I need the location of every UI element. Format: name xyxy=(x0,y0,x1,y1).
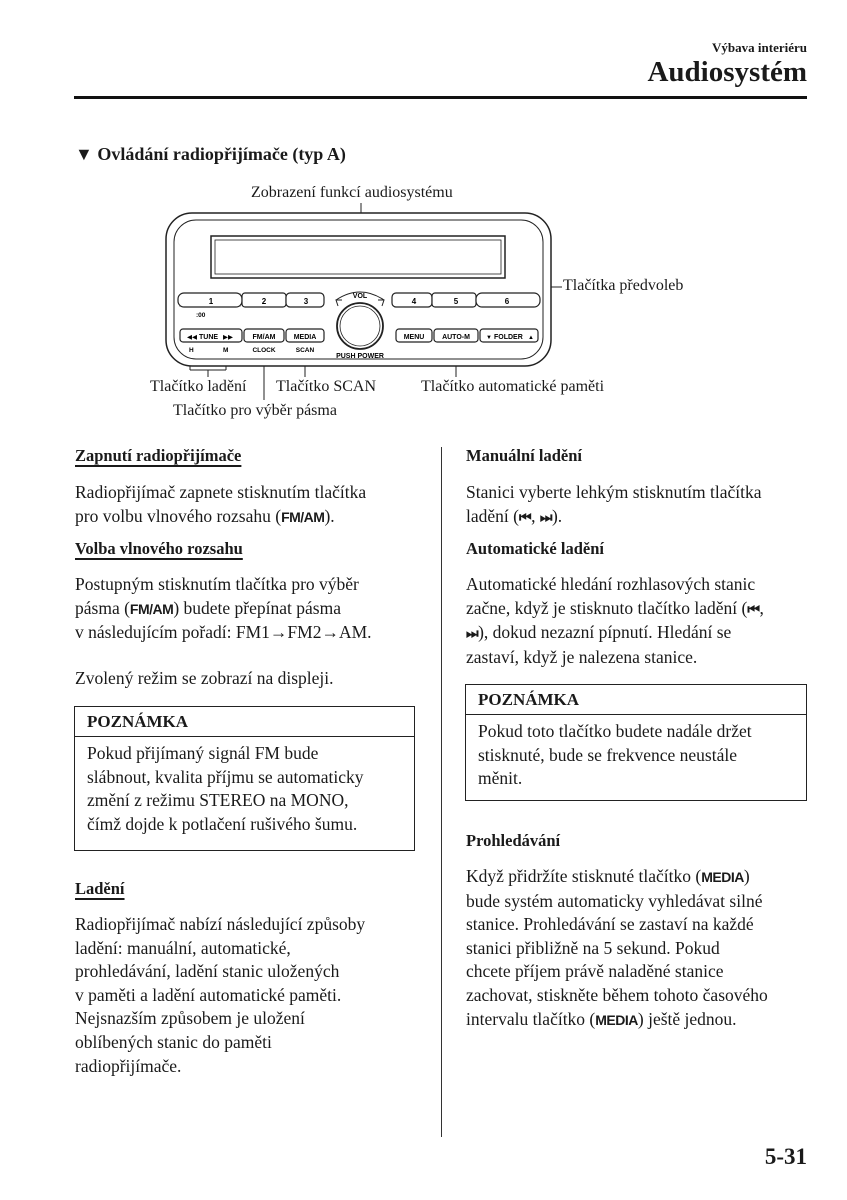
paragraph-zapnuti xyxy=(75,481,435,529)
callout-scan: Tlačítko SCAN xyxy=(276,378,376,395)
paragraph-volba xyxy=(75,573,435,645)
ladeni-line: Radiopřijímač nabízí následující způsoby xyxy=(75,914,366,934)
clock-sub-label: :00 xyxy=(196,312,206,319)
callout-band: Tlačítko pro výběr pásma xyxy=(173,402,337,419)
paragraph-ladeni xyxy=(75,913,435,1078)
zapnuti-line-2-text: pro volbu vlnového rozsahu ( xyxy=(75,505,282,526)
scan-line-7-text: intervalu tlačítko ( xyxy=(466,1008,596,1029)
fm-am-label: FM/AM xyxy=(252,334,276,341)
clock-label: CLOCK xyxy=(252,347,276,354)
callout-presets: Tlačítka předvoleb xyxy=(563,277,684,294)
seek-next-icon: ⏭ xyxy=(466,625,479,642)
heading-scan: Prohledávání xyxy=(466,831,561,850)
scan-line-6: zachovat, stiskněte během tohoto časového xyxy=(466,984,768,1005)
seek-prev-icon: ⏮ xyxy=(747,600,760,617)
ladeni-line: v paměti a ladění automatické paměti. xyxy=(75,984,342,1005)
h-label: H xyxy=(189,347,194,354)
volba-line-1: Postupným stisknutím tlačítka pro výběr xyxy=(75,574,359,594)
auto-line-2-text: začne, když je stisknuto tlačítko ladění ( xyxy=(466,597,748,618)
ladeni-line: oblíbených stanic do paměti xyxy=(75,1031,272,1052)
diagram-heading-text: Ovládání radiopřijímače (typ A) xyxy=(97,144,346,164)
media-label: MEDIA xyxy=(293,334,317,341)
section-title: Výbava interiéru xyxy=(712,40,807,55)
seek-prev-icon: ⏮ xyxy=(518,508,532,525)
callout-tune: Tlačítko ladění xyxy=(150,378,247,395)
volba-line-3: v následujícím pořadí: FM1→FM2→AM. xyxy=(75,622,372,643)
zapnuti-line-2 xyxy=(75,505,435,530)
volba-display-note: Zvolený režim se zobrazí na displeji. xyxy=(75,668,334,688)
m-label: M xyxy=(223,347,229,354)
note-heading: POZNÁMKA xyxy=(466,685,806,715)
vol-label: VOL xyxy=(352,293,368,300)
zapnuti-line-1: Radiopřijímač zapnete stisknutím tlačítka xyxy=(75,482,367,502)
ladeni-line: ladění: manuální, automatické, xyxy=(75,937,291,958)
preset-6-label: 6 xyxy=(504,297,510,306)
volba-line-2 xyxy=(75,597,435,622)
ladeni-line: prohledávání, ladění stanic uložených xyxy=(75,961,340,982)
triangle-marker-icon: ▼ xyxy=(75,144,93,164)
scan-line-1-text: Když přidržíte stisknuté tlačítko ( xyxy=(466,866,702,886)
auto-line-1: Automatické hledání rozhlasových stanic xyxy=(466,574,756,594)
media-button-ref: MEDIA xyxy=(595,1011,638,1028)
auto-m-label: AUTO-M xyxy=(442,334,470,341)
fm-am-button-ref: FM/AM xyxy=(129,600,174,617)
scan-line-7-end: ) ještě jednou. xyxy=(637,1008,737,1029)
lower-buttons-right xyxy=(396,329,538,342)
ladeni-line: Nejsnazším způsobem je uložení xyxy=(75,1008,305,1029)
note-body xyxy=(75,737,414,841)
preset-buttons-right xyxy=(392,293,540,307)
radio-panel-diagram xyxy=(0,0,847,430)
auto-line-2: začne, když je stisknuto tlačítko ladění (⏮, xyxy=(466,597,764,618)
tune-next-icon: ▶▶ xyxy=(223,334,233,341)
media-button-ref: MEDIA xyxy=(701,869,744,885)
note-line: měnit. xyxy=(478,768,523,789)
auto-line-3-text: ), dokud nezazní pípnutí. Hledání se xyxy=(478,622,732,643)
panel-display xyxy=(211,236,505,278)
heading-zapnuti: Zapnutí radiopřijímače xyxy=(75,446,242,465)
push-power-label: PUSH POWER xyxy=(336,353,384,360)
scan-line-4: stanici přibližně na 5 sekund. Pokud xyxy=(466,937,720,958)
note-body xyxy=(466,715,806,796)
tune-label: TUNE xyxy=(199,334,219,341)
note-box-right xyxy=(465,684,807,801)
heading-manual: Manuální ladění xyxy=(466,446,582,465)
note-heading: POZNÁMKA xyxy=(75,707,414,737)
fm-am-button-ref: FM/AM xyxy=(281,508,325,525)
manual-line-2-end: ). xyxy=(551,505,563,526)
volba-line-2-text: pásma ( xyxy=(75,597,130,618)
note-line: čímž dojde k potlačení rušivého šumu. xyxy=(87,813,358,834)
auto-line-4: zastaví, když je nalezena stanice. xyxy=(466,646,698,667)
note-line: stisknuté, bude se frekvence neustále xyxy=(478,744,738,765)
callout-auto-memory: Tlačítko automatické paměti xyxy=(421,378,605,395)
heading-auto: Automatické ladění xyxy=(466,539,604,558)
page-title: Audiosystém xyxy=(647,56,807,88)
note-line: změní z režimu STEREO na MONO, xyxy=(87,790,349,811)
ladeni-line: radiopřijímače. xyxy=(75,1055,182,1076)
scan-line-2: bude systém automaticky vyhledávat silné xyxy=(466,890,763,911)
column-divider xyxy=(441,447,442,1137)
folder-up-icon: ▲ xyxy=(528,335,534,341)
paragraph-auto xyxy=(466,573,811,669)
preset-2-label: 2 xyxy=(261,297,267,306)
scan-line-1-end: ) xyxy=(743,866,750,886)
scan-label: SCAN xyxy=(295,347,315,354)
paragraph-manual xyxy=(466,481,811,529)
folder-down-icon: ▼ xyxy=(486,335,492,341)
preset-5-label: 5 xyxy=(453,297,459,306)
note-line: slábnout, kvalita příjmu se automaticky xyxy=(87,766,364,787)
page-number: 5-31 xyxy=(764,1144,807,1169)
callout-display: Zobrazení funkcí audiosystému xyxy=(251,184,453,201)
paragraph-scan xyxy=(466,865,811,1032)
note-line: Pokud toto tlačítko budete nadále držet xyxy=(478,721,752,741)
preset-4-label: 4 xyxy=(411,297,417,306)
folder-label: FOLDER xyxy=(494,334,523,341)
note-box-left xyxy=(74,706,415,851)
scan-line-7 xyxy=(466,1008,811,1033)
note-line: Pokud přijímaný signál FM bude xyxy=(87,743,319,763)
volba-line-2-end: ) budete přepínat pásma xyxy=(173,597,341,618)
preset-3-label: 3 xyxy=(303,297,309,306)
manual-line-1: Stanici vyberte lehkým stisknutím tlačítka xyxy=(466,482,762,502)
scan-line-5: chcete příjem právě naladěné stanice xyxy=(466,961,724,982)
seek-next-icon: ⏭ xyxy=(539,508,552,525)
preset-1-label: 1 xyxy=(208,297,214,306)
heading-ladeni: Ladění xyxy=(75,879,125,898)
heading-volba: Volba vlnového rozsahu xyxy=(75,539,243,558)
tune-prev-icon: ◀◀ xyxy=(187,334,197,341)
zapnuti-line-2-end: ). xyxy=(324,505,335,526)
scan-line-3: stanice. Prohledávání se zastaví na každé xyxy=(466,914,754,935)
scan-line-1 xyxy=(466,865,811,890)
manual-line-2: ladění (⏮, ⏭). xyxy=(466,505,563,526)
auto-line-3 xyxy=(466,621,811,646)
menu-label: MENU xyxy=(403,334,425,341)
manual-line-2-text: ladění ( xyxy=(466,505,519,526)
